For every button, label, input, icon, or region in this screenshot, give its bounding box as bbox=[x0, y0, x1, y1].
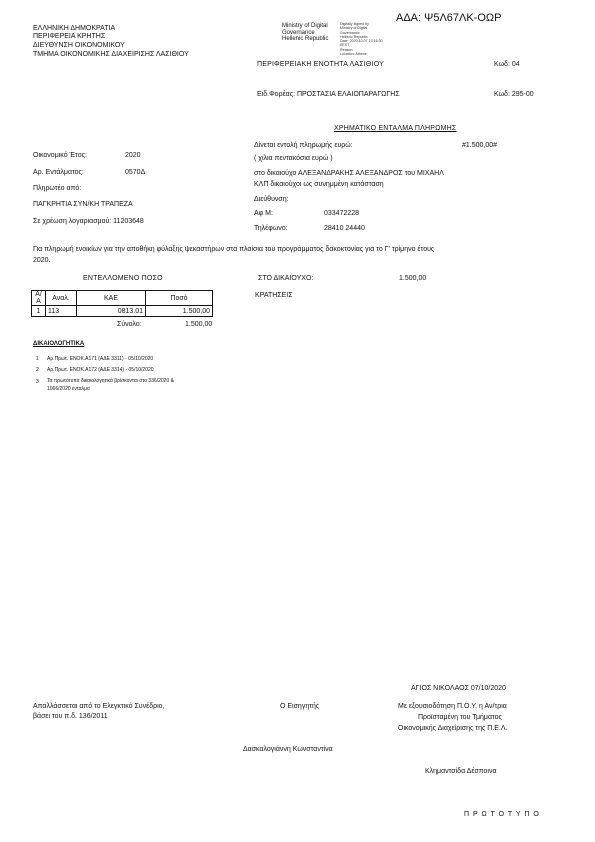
table-header-row bbox=[32, 291, 213, 306]
beneficiary-note: ΚΛΠ δικαιούχοι ως συνημμένη κατάσταση bbox=[254, 181, 384, 188]
signature-detail-8: Location: Athens bbox=[340, 52, 367, 57]
regional-unit: ΠΕΡΙΦΕΡΕΙΑΚΗ ΕΝΟΤΗΤΑ ΛΑΣΙΘΙΟΥ bbox=[257, 61, 385, 68]
payment-amount: #1.500,00# bbox=[462, 142, 498, 149]
col-header-kae: ΚΑΕ bbox=[77, 291, 146, 306]
cell-kae: 0813.01 bbox=[77, 306, 146, 317]
signature-detail-1: Digitally signed by bbox=[340, 22, 369, 26]
payable-from-label: Πληρωτέο από: bbox=[33, 185, 82, 192]
table-row bbox=[32, 306, 213, 317]
signature-detail-3: Governance bbox=[340, 30, 360, 35]
signature-label-1: Ministry of Digital bbox=[282, 23, 328, 29]
issuer-line-4: ΤΜΗΜΑ ΟΙΚΟΝΟΜΙΚΗΣ ΔΙΑΧΕΙΡΙΣΗΣ ΛΑΣΙΘΙΟΥ bbox=[33, 51, 189, 58]
doc-item-3-cont: 1066/2020 ένταλμα bbox=[47, 386, 90, 392]
cell-amount: 1.500,00 bbox=[146, 306, 213, 317]
doc-number-1: 1 bbox=[36, 356, 39, 362]
beneficiary-name: στο δικαιούχο ΑΛΕΞΑΝΔΡΑΚΗΣ ΑΛΕΞΑΝΔΡΟΣ του ΜΙΧΑΗΛ bbox=[254, 170, 444, 177]
rapporteur-label: Ο Εισηγητής bbox=[280, 703, 320, 710]
amount-section-title: ΕΝΤΕΛΛΟΜΕΝΟ ΠΟΣΟ bbox=[83, 275, 163, 282]
amount-in-words: ( χίλια πεντακόσια ευρώ ) bbox=[254, 155, 333, 162]
supporting-docs-title: ΔΙΚΑΙΟΛΟΓΗΤΙΚΑ bbox=[33, 341, 85, 347]
to-beneficiary-amount: 1.500,00 bbox=[399, 275, 427, 282]
ada-code: ΑΔΑ: Ψ5Λ67ΛΚ-ΟΩΡ bbox=[396, 12, 502, 24]
approver-name: Κλημαντσίδα Δέσποινα bbox=[425, 768, 497, 775]
audit-exemption-line-1: Απαλλάσσεται από το Ελεγκτικό Συνέδριο, bbox=[33, 703, 165, 710]
tax-id-value: 033472228 bbox=[324, 210, 360, 217]
audit-exemption-line-2: βάσει του π.δ. 136/2011 bbox=[33, 713, 108, 720]
col-header-index: Α/Α bbox=[32, 291, 46, 306]
payment-purpose-line-2: 2020. bbox=[33, 257, 51, 264]
total-label: Σύνολο: bbox=[117, 321, 142, 328]
phone-value: 28410 24440 bbox=[324, 225, 365, 232]
signature-detail-6: EEST bbox=[340, 43, 350, 48]
payment-purpose-line-1: Για πληρωμή ενοικίων για την αποθήκη φύλαξης ψεκαστήρων στα πλαίσια του προγράμματος δακοκτονίας για το Γ' τρίμηνο έτους bbox=[33, 246, 435, 253]
approver-line-3: Οικονομικής Διαχείρισης της Π.Ε.Λ. bbox=[398, 725, 508, 732]
place-date: ΑΓΙΟΣ ΝΙΚΟΛΑΟΣ 07/10/2020 bbox=[411, 685, 506, 692]
col-header-analysis: Αναλ. bbox=[46, 291, 77, 306]
fiscal-year-label: Οικονομικό Έτος: bbox=[33, 152, 87, 159]
digital-signature-details bbox=[340, 22, 383, 56]
fiscal-year: 2020 bbox=[125, 152, 141, 159]
signature-detail-5: Date: 2020.10.07 13:16:30 bbox=[340, 39, 383, 44]
total-amount: 1.500,00 bbox=[185, 321, 213, 328]
doc-item-2: Αρ.Πρωτ. ΕΝΟΚ.Α172 (ΑΔΕ 3314) - 05/10/2020 bbox=[47, 367, 154, 373]
special-entity-code: Κωδ: 295-00 bbox=[494, 91, 534, 98]
regional-unit-code: Κωδ: 04 bbox=[494, 61, 520, 68]
issuer-line-1: ΕΛΛΗΝΙΚΗ ΔΗΜΟΚΡΑΤΙΑ bbox=[33, 25, 116, 32]
signature-detail-2: Ministry of Digital bbox=[340, 26, 368, 31]
doc-item-3: Τα πρωτότυπα δικαιολογητικά βρίσκονται στο 336/2020 & bbox=[47, 378, 174, 384]
approver-line-2: Προϊσταμένη του Τμήματος bbox=[418, 714, 502, 721]
phone-label: Τηλέφωνο: bbox=[254, 225, 288, 232]
payable-from-bank: ΠΑΓΚΡΗΤΙΑ ΣΥΝ/ΚΗ ΤΡΑΠΕΖΑ bbox=[33, 201, 133, 208]
payment-order-line: Δίνεται εντολή πληρωμής ευρώ: bbox=[254, 142, 353, 149]
budget-code-table bbox=[31, 290, 213, 317]
withholdings-label: ΚΡΑΤΗΣΕΙΣ bbox=[255, 292, 293, 299]
signature-detail-4: Hellenic Republic bbox=[340, 34, 368, 39]
doc-item-1: Αρ.Πρωτ. ΕΝΟΚ.Α171 (ΑΔΕ 3311) - 05/10/2020 bbox=[47, 356, 154, 362]
col-header-amount: Ποσό bbox=[146, 291, 213, 306]
cell-analysis: 113 bbox=[46, 306, 77, 317]
signature-label-2: Governance bbox=[282, 29, 315, 36]
digital-signature-stamp bbox=[282, 23, 328, 43]
issuer-line-3: ΔΙΕΥΘΥΝΣΗ ΟΙΚΟΝΟΜΙΚΟΥ bbox=[33, 42, 125, 49]
tax-id-label: Αφ Μ: bbox=[254, 210, 273, 217]
signature-detail-7: Reason: bbox=[340, 47, 354, 52]
issuer-line-2: ΠΕΡΙΦΕΡΕΙΑ ΚΡΗΤΗΣ bbox=[33, 33, 106, 40]
rapporteur-name: Δασκαλογιάννη Κωνσταντίνα bbox=[243, 746, 333, 753]
signature-label-3: Hellenic Republic bbox=[282, 36, 329, 42]
original-copy-mark: Π Ρ Ω Τ Ο Τ Υ Π Ο bbox=[464, 811, 540, 818]
mandate-number-label: Αρ. Εντάλματος: bbox=[33, 169, 84, 176]
approver-line-1: Με εξουσιοδότηση Π.Ο.Υ. η Αν/τρια bbox=[398, 703, 507, 710]
doc-number-2: 2 bbox=[36, 367, 39, 373]
address-label: Διεύθυνση: bbox=[254, 196, 289, 203]
to-beneficiary-label: ΣΤΟ ΔΙΚΑΙΟΥΧΟ: bbox=[258, 275, 314, 282]
mandate-title: ΧΡΗΜΑΤΙΚΟ ΕΝΤΑΛΜΑ ΠΛΗΡΩΜΗΣ bbox=[334, 125, 457, 132]
mandate-number: 0570Δ bbox=[125, 169, 146, 176]
doc-number-3: 3 bbox=[36, 379, 39, 385]
debit-account: Σε χρέωση λογαριασμού: 11203648 bbox=[33, 218, 144, 225]
cell-index: 1 bbox=[32, 306, 46, 317]
special-entity: Ειδ.Φορέας: ΠΡΟΣΤΑΣΙΑ ΕΛΑΙΟΠΑΡΑΓΩΓΗΣ bbox=[257, 91, 400, 98]
